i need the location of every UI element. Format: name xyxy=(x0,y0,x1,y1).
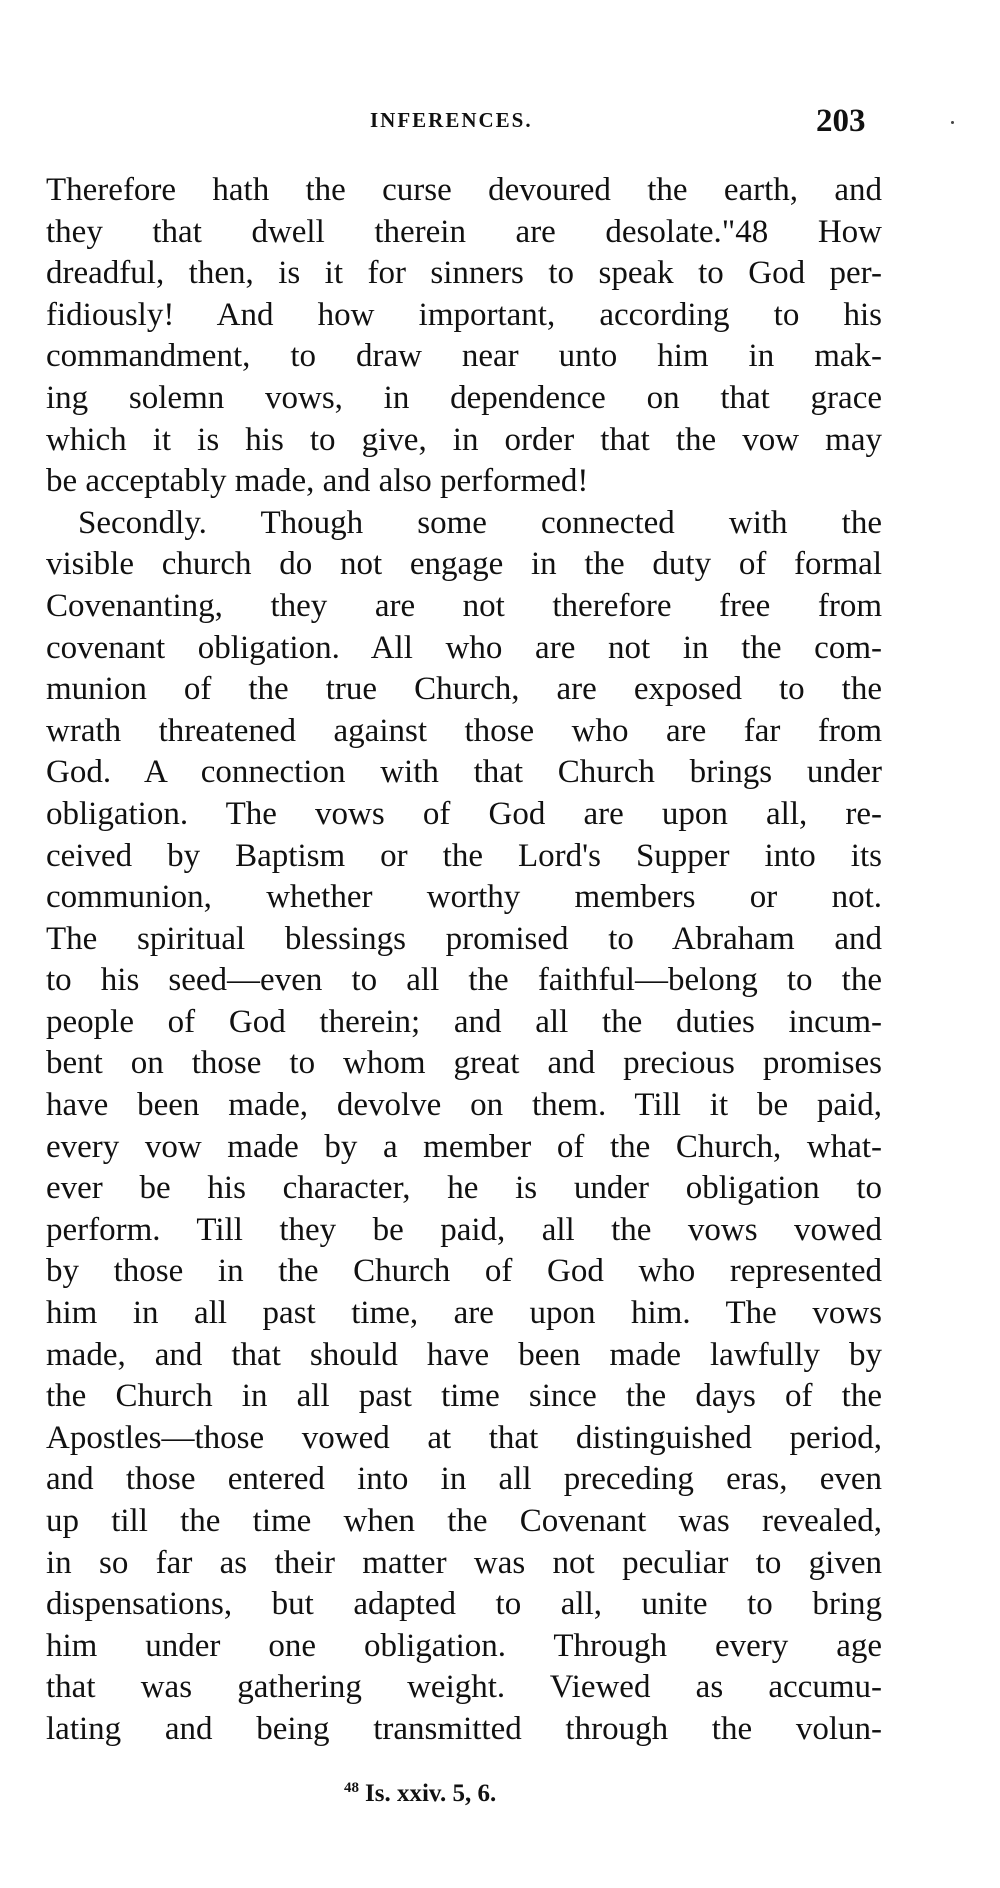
text-line: perform. Till they be paid, all the vows vowed xyxy=(46,1211,882,1248)
text-line: dispensations, but adapted to all, unite to bring xyxy=(46,1586,882,1623)
body-text xyxy=(46,170,882,1751)
text-line: people of God therein; and all the duties incum- xyxy=(46,1003,882,1040)
text-line: wrath threatened against those who are far from xyxy=(46,712,882,749)
text-line: be acceptably made, and also performed! xyxy=(46,463,589,500)
text-line: dreadful, then, is it for sinners to speak to God per- xyxy=(46,255,882,292)
text-line: him in all past time, are upon him. The vows xyxy=(46,1295,882,1332)
text-line: lating and being transmitted through the volun- xyxy=(46,1710,882,1747)
stray-mark xyxy=(951,121,954,124)
text-line: made, and that should have been made lawfully by xyxy=(46,1336,882,1373)
footnote xyxy=(344,1780,496,1808)
text-line: munion of the true Church, are exposed to the xyxy=(46,671,882,708)
text-line: which it is his to give, in order that the vow may xyxy=(46,421,882,458)
text-line: ceived by Baptism or the Lord's Supper into its xyxy=(46,837,882,874)
text-line: commandment, to draw near unto him in mak- xyxy=(46,338,882,375)
text-line: that was gathering weight. Viewed as accumu- xyxy=(46,1669,882,1706)
text-line: communion, whether worthy members or not. xyxy=(46,879,882,916)
text-line: fidiously! And how important, according to his xyxy=(46,296,882,333)
running-head: INFERENCES. xyxy=(370,108,533,132)
text-line: to his seed—even to all the faithful—belong to the xyxy=(46,962,882,999)
text-line: covenant obligation. All who are not in the com- xyxy=(46,629,882,666)
text-line: have been made, devolve on them. Till it be paid, xyxy=(46,1087,882,1124)
text-line: up till the time when the Covenant was revealed, xyxy=(46,1503,882,1539)
text-line: ing solemn vows, in dependence on that grace xyxy=(46,379,882,416)
text-line: The spiritual blessings promised to Abraham and xyxy=(46,920,882,957)
text-line: Apostles—those vowed at that distinguished period, xyxy=(46,1419,882,1456)
text-line: and those entered into in all preceding eras, even xyxy=(46,1461,882,1498)
text-line: God. A connection with that Church brings under xyxy=(46,754,882,791)
page-number: 203 xyxy=(816,103,866,139)
text-line: by those in the Church of God who represented xyxy=(46,1253,882,1290)
text-line: ever be his character, he is under obligation to xyxy=(46,1170,882,1207)
footnote-marker: 48 xyxy=(344,1780,359,1796)
text-line: Secondly. Though some connected with the xyxy=(78,504,882,541)
text-line: in so far as their matter was not peculiar to given xyxy=(46,1544,882,1581)
text-line: the Church in all past time since the days of the xyxy=(46,1378,882,1415)
text-line: Therefore hath the curse devoured the earth, and xyxy=(46,172,882,208)
text-line: Covenanting, they are not therefore free from xyxy=(46,587,882,624)
text-line: every vow made by a member of the Church, what- xyxy=(46,1128,882,1165)
footnote-text: Is. xxiv. 5, 6. xyxy=(365,1780,497,1807)
text-line: bent on those to whom great and precious promises xyxy=(46,1045,882,1082)
text-line: obligation. The vows of God are upon all, re- xyxy=(46,795,882,832)
text-line: him under one obligation. Through every age xyxy=(46,1627,882,1664)
text-line: visible church do not engage in the duty of formal xyxy=(46,546,882,583)
text-line: they that dwell therein are desolate."48 How xyxy=(46,213,882,250)
